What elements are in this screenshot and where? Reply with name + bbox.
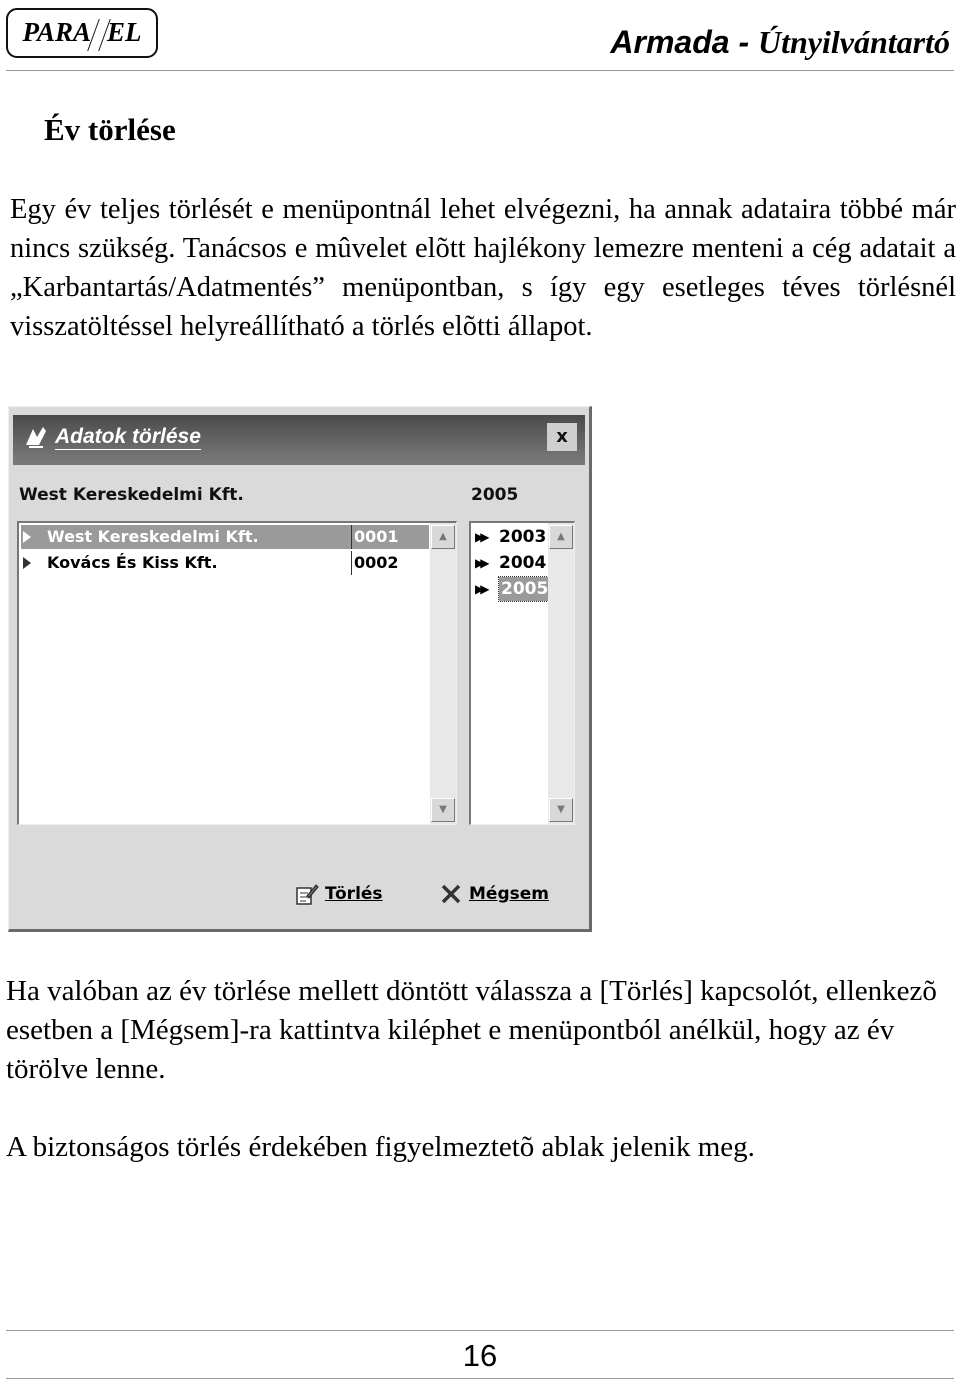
- header-title-main: Armada: [610, 24, 730, 60]
- header-divider: [6, 70, 954, 71]
- scroll-down-icon[interactable]: ▼: [431, 798, 455, 822]
- delete-data-dialog: [8, 406, 592, 932]
- triangle-right-icon: [23, 531, 31, 543]
- paragraph-intro: Egy év teljes törlését e menüpontnál lehet elvégezni, ha annak adataira többé már nincs szükség. Tanácsos e mûvelet elõtt hajlékony lemezre menteni a cég adatait a „Karbantartás/Adatmentés” menüpontban, s így egy esetleges téves törlésnél visszatöltéssel helyreállítható a törlés elõtti állapot.: [10, 194, 956, 342]
- scroll-up-icon[interactable]: ▲: [431, 525, 455, 549]
- selected-company-label: West Kereskedelmi Kft.: [19, 485, 244, 505]
- dialog-title: Adatok törlése: [55, 425, 201, 448]
- year-value: 2004: [499, 553, 547, 573]
- year-value: 2003: [499, 527, 547, 547]
- company-name: West Kereskedelmi Kft.: [47, 527, 259, 546]
- double-chevron-right-icon: ▶▶: [475, 582, 486, 596]
- double-chevron-right-icon: ▶▶: [475, 556, 486, 570]
- logo-text-left: PARA: [22, 17, 91, 47]
- list-item[interactable]: [21, 525, 429, 549]
- section-heading: Év törlése: [44, 112, 176, 147]
- double-chevron-right-icon: ▶▶: [475, 530, 486, 544]
- dialog-title-bar[interactable]: [13, 415, 585, 465]
- cancel-button[interactable]: [439, 879, 549, 909]
- year-list-scrollbar[interactable]: [548, 523, 574, 824]
- company-list[interactable]: [17, 521, 457, 825]
- list-item[interactable]: [473, 577, 549, 601]
- paragraph-warning: A biztonságos törlés érdekében figyelmeztetõ ablak jelenik meg.: [6, 1131, 755, 1163]
- app-icon: [23, 425, 49, 451]
- selected-year-label: 2005: [471, 485, 519, 505]
- delete-button[interactable]: [295, 879, 383, 909]
- close-icon[interactable]: x: [547, 423, 577, 451]
- company-code: 0002: [351, 551, 399, 575]
- header-title-sub: Útnyilvántartó: [757, 24, 950, 60]
- footer-divider: [6, 1330, 954, 1331]
- triangle-right-icon: [23, 557, 31, 569]
- year-list[interactable]: [469, 521, 575, 825]
- paragraph-instructions: Ha valóban az év törlése mellett döntött válassza a [Törlés] kapcsolót, ellenkezõ esetben a [Mégsem]-ra kattintva kiléphet e menüpontból anélkül, hogy az év törölve lenne.: [6, 975, 937, 1085]
- logo: [6, 8, 158, 58]
- year-value: 2005: [501, 579, 549, 599]
- scroll-down-icon[interactable]: ▼: [549, 798, 573, 822]
- company-list-scrollbar[interactable]: [430, 523, 456, 824]
- footer-bottom-divider: [6, 1378, 954, 1379]
- delete-button-label: Törlés: [325, 884, 383, 904]
- x-icon: [439, 882, 463, 906]
- company-code: 0001: [351, 525, 399, 549]
- list-item[interactable]: [21, 551, 429, 575]
- header-title: [610, 24, 950, 61]
- logo-text-right: EL: [107, 17, 142, 47]
- scroll-up-icon[interactable]: ▲: [549, 525, 573, 549]
- list-item[interactable]: [473, 551, 549, 575]
- cancel-button-label: Mégsem: [469, 884, 549, 904]
- list-item[interactable]: [473, 525, 549, 549]
- header-title-dash: -: [729, 24, 758, 60]
- page-number: 16: [462, 1338, 498, 1373]
- company-name: Kovács És Kiss Kft.: [47, 553, 218, 572]
- notepad-pencil-icon: [295, 882, 319, 906]
